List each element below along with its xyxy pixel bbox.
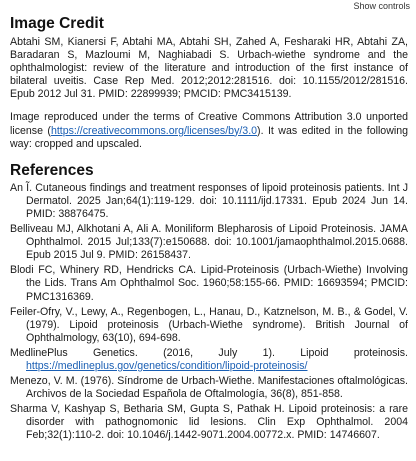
license-text	[10, 111, 408, 150]
image-credit-citation: Abtahi SM, Kianersi F, Abtahi MA, Abtahi SH, Zahed A, Fesharaki HR, Abtahi ZA, Baradaran S, Mazloumi M, Naghiabadi S. Urbach-wiethe syndrome and the ophthalmologist: review of the literature and introduction of the first instance of bilateral uveitis. Case Rep Med. 2012;2012:281516. doi: 10.1155/2012/281516. Epub 2012 Jul 31. PMID: 22899939; PMCID: PMC3415139.	[10, 36, 408, 101]
main-content	[10, 14, 408, 445]
reference-item: Belliveau MJ, Alkhotani A, Ali A. Moniliform Blepharosis of Lipoid Proteinosis. JAMA Ophthalmol. 2015 Jul;133(7):e150688. doi: 10.1001/jamaophthalmol.2015.0688. Epub 2015 Jul 9. PMID: 26158437.	[10, 223, 408, 262]
license-link[interactable]: https://creativecommons.org/licenses/by/3.0	[50, 124, 258, 137]
reference-item: Menezo, V. M. (1976). Síndrome de Urbach-Wiethe. Manifestaciones oftalmológicas. Archivos de la Sociedad Española de Oftalmología, 36(8), 851-858.	[10, 375, 408, 401]
reference-link[interactable]: https://medlineplus.gov/genetics/condition/lipoid-proteinosis/	[26, 359, 308, 372]
reference-item	[10, 347, 408, 373]
reference-item: Sharma V, Kashyap S, Betharia SM, Gupta S, Pathak H. Lipoid proteinosis: a rare disorder with pathognomonic lid lesions. Clin Exp Ophthalmol. 2004 Feb;32(1):110-2. doi: 10.1046/j.1442-9071.2004.00772.x. PMID: 14746607.	[10, 403, 408, 442]
license-suffix: ). It was edited in the following way: cropped and upscaled.	[10, 124, 408, 150]
reference-item: An Ĩ. Cutaneous findings and treatment responses of lipoid proteinosis patients. Int J Dermatol. 2025 Jan;64(1):119-129. doi: 10.1111/ijd.17331. Epub 2024 Jun 14. PMID: 38876475.	[10, 181, 408, 220]
reference-item: Blodi FC, Whinery RD, Hendricks CA. Lipid-Proteinosis (Urbach-Wiethe) Involving the Lids. Trans Am Ophthalmol Soc. 1960;58:155-66. PMID: 16693594; PMCID: PMC1316369.	[10, 264, 408, 303]
license-prefix: Image reproduced under the terms of Creative Commons Attribution 3.0 unported license (	[10, 111, 408, 137]
reference-list	[10, 182, 408, 443]
image-credit-heading: Image Credit	[10, 15, 104, 32]
references-heading: References	[10, 161, 94, 179]
reference-text: MedlinePlus Genetics. (2016, July 1). Lipoid proteinosis.	[10, 346, 408, 359]
show-controls-button[interactable]: Show controls	[353, 1, 410, 11]
reference-item: Feiler-Ofry, V., Lewy, A., Regenbogen, L., Hanau, D., Katznelson, M. B., & Godel, V. (1979). Lipoid proteinosis (Urbach-Wiethe syndrome). British Journal of Ophthalmology, 63(10), 694-698.	[10, 305, 408, 344]
